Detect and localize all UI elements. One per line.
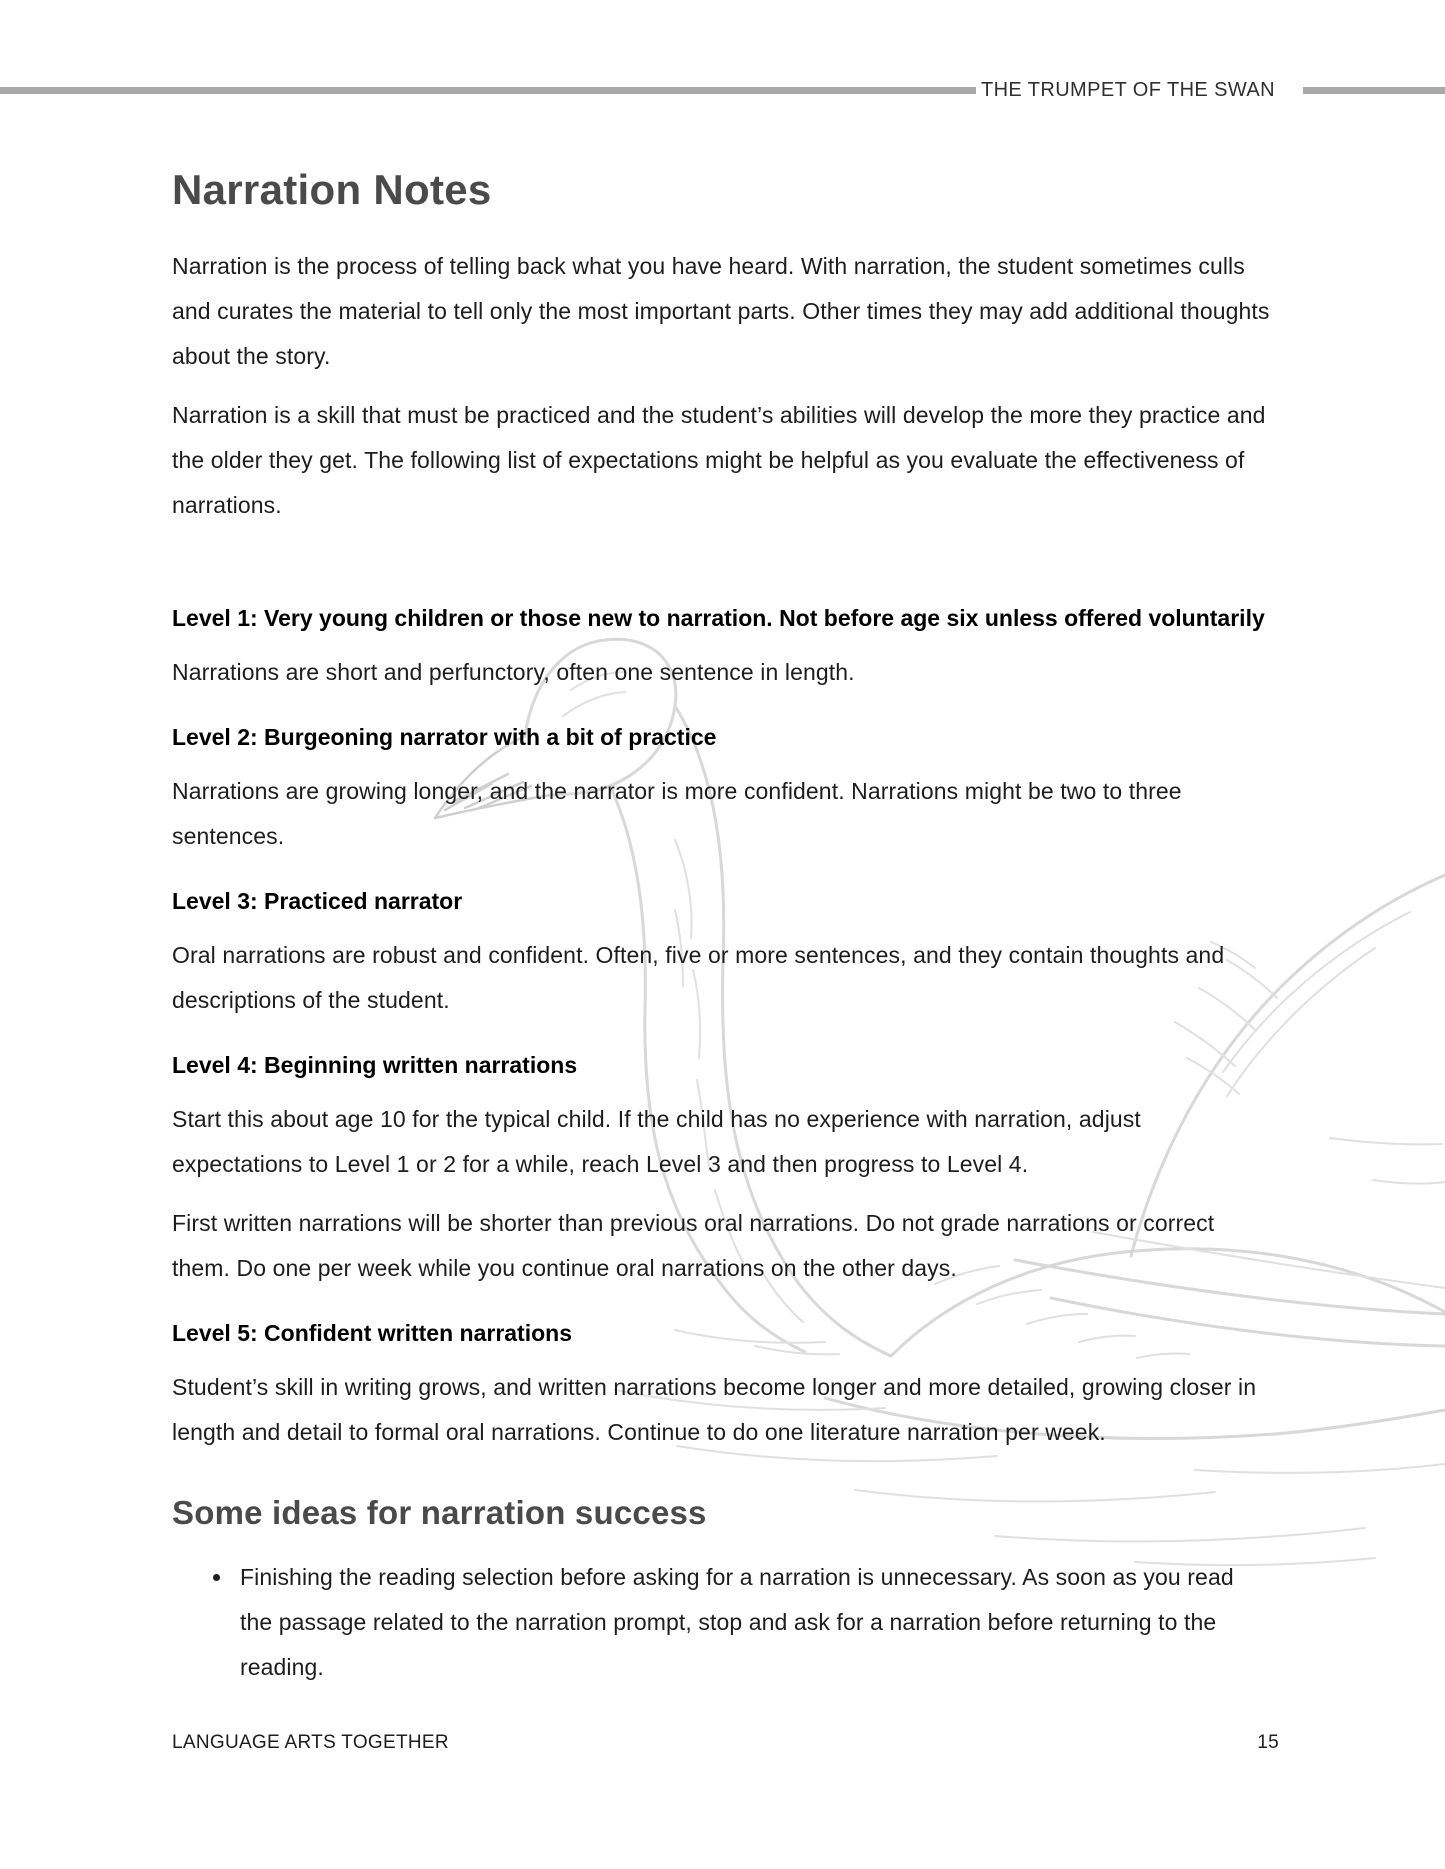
page-number: 15: [1257, 1732, 1279, 1753]
ideas-section-heading: Some ideas for narration success: [172, 1494, 707, 1532]
level-5-heading: Level 5: Confident written narrations: [172, 1320, 572, 1347]
level-3-paragraph: Oral narrations are robust and confident. Often, five or more sentences, and they contain thoughts and descriptions of the student.: [172, 942, 1225, 1014]
intro-paragraph: Narration is a skill that must be practiced and the student’s abilities will develop the more they practice and the older they get. The following list of expectations might be helpful as you evaluate the effectiveness of narrations.: [172, 402, 1266, 519]
intro-paragraph: Narration is the process of telling back what you have heard. With narration, the student sometimes culls and curates the material to tell only the most important parts. Other times they may add additional thoughts about the story.: [172, 253, 1270, 370]
level-4-paragraph: Start this about age 10 for the typical child. If the child has no experience with narration, adjust expectations to Level 1 or 2 for a while, reach Level 3 and then progress to Level 4.: [172, 1106, 1141, 1178]
level-4-heading: Level 4: Beginning written narrations: [172, 1052, 578, 1079]
level-4-paragraph: First written narrations will be shorter than previous oral narrations. Do not grade narrations or correct them. Do one per week while you continue oral narrations on the other days.: [172, 1210, 1215, 1282]
level-2-heading: Level 2: Burgeoning narrator with a bit of practice: [172, 724, 717, 751]
idea-item: • Finishing the reading selection before asking for a narration is unnecessary. As soon as you read the passage related to the narration prompt, stop and ask for a narration before returning to the reading.: [234, 1555, 1272, 1690]
level-3-heading: Level 3: Practiced narrator: [172, 888, 463, 915]
header-rule-right: [1303, 87, 1445, 94]
level-1-paragraph: Narrations are short and perfunctory, often one sentence in length.: [172, 659, 855, 686]
page-header: [0, 80, 1445, 100]
page-footer: [172, 1732, 1279, 1754]
footer-brand: LANGUAGE ARTS TOGETHER: [172, 1732, 449, 1753]
level-1-heading: Level 1: Very young children or those new to narration. Not before age six unless offered voluntarily: [172, 605, 1265, 632]
level-2-paragraph: Narrations are growing longer, and the narrator is more confident. Narrations might be two to three sentences.: [172, 778, 1182, 850]
ideas-list: [172, 1555, 1272, 1690]
header-rule-left: [0, 87, 976, 94]
level-5-paragraph: Student’s skill in writing grows, and written narrations become longer and more detailed, growing closer in length and detail to formal oral narrations. Continue to do one literature narration per week.: [172, 1374, 1257, 1446]
running-book-title: THE TRUMPET OF THE SWAN: [980, 79, 1275, 101]
page-title: Narration Notes: [172, 166, 492, 213]
